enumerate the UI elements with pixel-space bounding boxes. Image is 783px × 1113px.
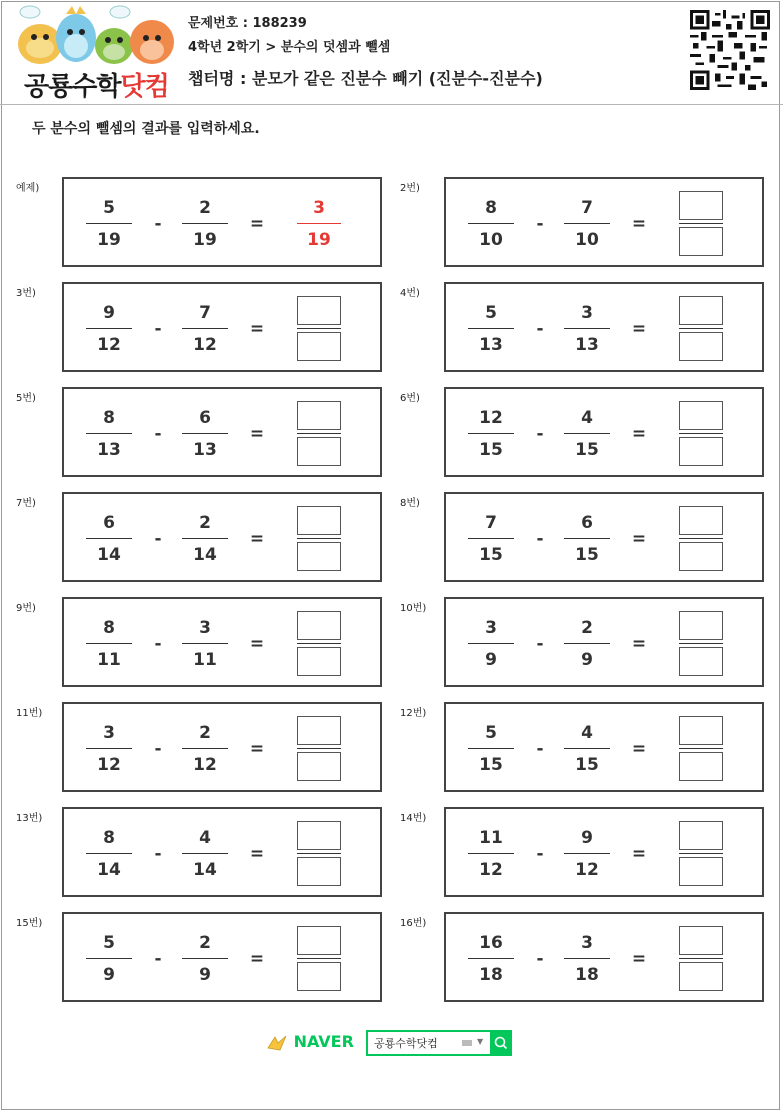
fraction-bar — [297, 223, 341, 224]
denominator: 9 — [199, 965, 211, 985]
answer-denominator-input[interactable] — [297, 437, 341, 466]
numerator: 5 — [485, 723, 497, 743]
denominator: 13 — [575, 335, 599, 355]
denominator: 14 — [193, 545, 217, 565]
numerator: 4 — [581, 723, 593, 743]
minus-sign: - — [536, 634, 544, 654]
fraction-bar — [564, 223, 610, 224]
minus-sign: - — [154, 739, 162, 759]
numerator: 4 — [581, 408, 593, 428]
answer-denominator-input[interactable] — [679, 752, 723, 781]
denominator: 19 — [193, 230, 217, 250]
fraction-bar — [86, 853, 132, 854]
answer-denominator-input[interactable] — [679, 437, 723, 466]
fraction-bar — [468, 223, 514, 224]
minus-sign: - — [154, 949, 162, 969]
denominator: 9 — [485, 650, 497, 670]
fraction-bar — [86, 643, 132, 644]
fraction-bar — [297, 643, 341, 644]
answer-denominator-input[interactable] — [679, 857, 723, 886]
numerator: 8 — [103, 618, 115, 638]
fraction-bar — [679, 538, 723, 539]
answer-denominator-input[interactable] — [679, 647, 723, 676]
fraction-bar — [679, 853, 723, 854]
numerator: 3 — [199, 618, 211, 638]
chapter-title: 챕터명 : 분모가 같은 진분수 빼기 (진분수-진분수) — [188, 69, 543, 88]
search-input[interactable]: 공룡수학닷컴 — [374, 1037, 438, 1050]
problem-box — [62, 282, 382, 372]
problem-box — [444, 807, 764, 897]
fraction-bar — [679, 643, 723, 644]
minus-sign: - — [536, 214, 544, 234]
answer-numerator-input[interactable] — [297, 821, 341, 850]
numerator: 7 — [581, 198, 593, 218]
denominator: 15 — [479, 440, 503, 460]
numerator: 11 — [479, 828, 503, 848]
fraction-bar — [679, 433, 723, 434]
equals-sign: = — [249, 214, 265, 234]
problem-number: 문제번호 : 188239 — [188, 16, 307, 31]
answer-denominator-input[interactable] — [297, 542, 341, 571]
fraction-bar — [468, 433, 514, 434]
numerator: 7 — [485, 513, 497, 533]
fraction-bar — [468, 958, 514, 959]
minus-sign: - — [536, 949, 544, 969]
logo — [10, 4, 180, 100]
denominator: 12 — [193, 755, 217, 775]
denominator: 15 — [479, 545, 503, 565]
fraction-bar — [468, 643, 514, 644]
denominator: 18 — [479, 965, 503, 985]
numerator: 4 — [199, 828, 211, 848]
search-button[interactable] — [490, 1030, 512, 1056]
problem-box — [62, 492, 382, 582]
header — [0, 0, 783, 105]
answer-numerator-input[interactable] — [679, 926, 723, 955]
problem-number-label: 13번) — [16, 813, 43, 824]
denominator: 12 — [97, 755, 121, 775]
problem-number-label: 3번) — [16, 288, 36, 299]
problem-box — [444, 492, 764, 582]
minus-sign: - — [536, 319, 544, 339]
problem-number-label: 7번) — [16, 498, 36, 509]
logo-text-main: 공룡수학 — [24, 72, 121, 102]
search-box[interactable] — [366, 1030, 512, 1056]
numerator: 3 — [581, 303, 593, 323]
numerator: 8 — [103, 408, 115, 428]
fraction-bar — [564, 328, 610, 329]
example-problem — [62, 177, 382, 267]
problem-number-label: 8번) — [400, 498, 420, 509]
numerator: 8 — [103, 828, 115, 848]
equals-sign: = — [631, 844, 647, 864]
answer-numerator-input[interactable] — [297, 716, 341, 745]
answer-denominator-input[interactable] — [679, 542, 723, 571]
denominator: 19 — [97, 230, 121, 250]
denominator: 15 — [575, 545, 599, 565]
answer-denominator-input[interactable] — [679, 332, 723, 361]
fraction-bar — [679, 748, 723, 749]
equals-sign: = — [631, 214, 647, 234]
equals-sign: = — [631, 424, 647, 444]
denominator: 12 — [575, 860, 599, 880]
grade-breadcrumb: 4학년 2학기 > 분수의 덧셈과 뺄셈 — [188, 40, 391, 55]
numerator: 2 — [199, 198, 211, 218]
fraction-bar — [86, 223, 132, 224]
equals-sign: = — [631, 634, 647, 654]
numerator: 7 — [199, 303, 211, 323]
answer-denominator-input[interactable] — [297, 647, 341, 676]
problem-number-label: 5번) — [16, 393, 36, 404]
numerator: 6 — [581, 513, 593, 533]
minus-sign: - — [536, 424, 544, 444]
answer-numerator-input[interactable] — [679, 506, 723, 535]
answer-numerator-input[interactable] — [297, 506, 341, 535]
problem-number-label: 9번) — [16, 603, 36, 614]
naver-label: NAVER — [293, 1032, 354, 1051]
denominator: 15 — [479, 755, 503, 775]
problem-number-label: 14번) — [400, 813, 427, 824]
denominator: 12 — [193, 335, 217, 355]
numerator: 2 — [199, 723, 211, 743]
answer-numerator-input[interactable] — [679, 191, 723, 220]
numerator: 3 — [485, 618, 497, 638]
problem-box — [62, 702, 382, 792]
numerator: 8 — [485, 198, 497, 218]
numerator: 5 — [485, 303, 497, 323]
fraction-bar — [468, 538, 514, 539]
denominator: 14 — [97, 860, 121, 880]
fraction-bar — [564, 958, 610, 959]
problem-box — [62, 912, 382, 1002]
fraction-bar — [182, 328, 228, 329]
equals-sign: = — [249, 424, 265, 444]
problem-box — [444, 597, 764, 687]
equals-sign: = — [631, 529, 647, 549]
naver-mark-icon — [266, 1034, 288, 1052]
denominator: 11 — [97, 650, 121, 670]
answer-numerator-input[interactable] — [297, 611, 341, 640]
denominator: 13 — [479, 335, 503, 355]
instruction-text: 두 분수의 뺄셈의 결과를 입력하세요. — [32, 121, 260, 137]
minus-sign: - — [154, 529, 162, 549]
problem-number-label: 12번) — [400, 708, 427, 719]
numerator: 9 — [103, 303, 115, 323]
minus-sign: - — [536, 844, 544, 864]
answer-denominator-input[interactable] — [297, 332, 341, 361]
problem-box — [62, 597, 382, 687]
keyboard-icon[interactable] — [462, 1040, 472, 1046]
fraction-bar — [564, 748, 610, 749]
problem-number-label: 예제) — [16, 183, 40, 194]
fraction-bar — [679, 958, 723, 959]
denominator: 14 — [193, 860, 217, 880]
denominator: 10 — [575, 230, 599, 250]
problem-box — [62, 807, 382, 897]
minus-sign: - — [536, 739, 544, 759]
equals-sign: = — [631, 739, 647, 759]
denominator: 18 — [575, 965, 599, 985]
fraction-bar — [297, 433, 341, 434]
problem-box — [62, 387, 382, 477]
fraction-bar — [468, 328, 514, 329]
problem-number-label: 16번) — [400, 918, 427, 929]
equals-sign: = — [249, 739, 265, 759]
numerator: 3 — [581, 933, 593, 953]
fraction-bar — [182, 538, 228, 539]
fraction-bar — [297, 328, 341, 329]
numerator: 3 — [103, 723, 115, 743]
answer-numerator-input[interactable] — [679, 401, 723, 430]
dinosaur-mascots-image — [10, 4, 180, 68]
denominator: 15 — [575, 440, 599, 460]
numerator: 2 — [199, 513, 211, 533]
numerator: 6 — [103, 513, 115, 533]
answer-denominator-input[interactable] — [297, 752, 341, 781]
answer-numerator-input[interactable] — [679, 296, 723, 325]
minus-sign: - — [154, 214, 162, 234]
fraction-bar — [182, 748, 228, 749]
answer-denominator-input[interactable] — [297, 857, 341, 886]
logo-text-accent: 닷컴 — [120, 72, 169, 102]
fraction-bar — [468, 748, 514, 749]
equals-sign: = — [249, 634, 265, 654]
denominator: 15 — [575, 755, 599, 775]
fraction-bar — [86, 433, 132, 434]
answer-denominator-input[interactable] — [297, 962, 341, 991]
denominator: 12 — [97, 335, 121, 355]
equals-sign: = — [249, 529, 265, 549]
denominator: 14 — [97, 545, 121, 565]
denominator: 13 — [97, 440, 121, 460]
fraction-bar — [182, 853, 228, 854]
minus-sign: - — [154, 844, 162, 864]
denominator: 12 — [479, 860, 503, 880]
denominator: 10 — [479, 230, 503, 250]
numerator: 6 — [199, 408, 211, 428]
qr-code-icon — [690, 10, 770, 90]
answer-numerator-input[interactable] — [679, 716, 723, 745]
fraction-bar — [182, 643, 228, 644]
fraction-bar — [468, 853, 514, 854]
answer-numerator: 3 — [313, 198, 325, 218]
minus-sign: - — [154, 424, 162, 444]
minus-sign: - — [154, 634, 162, 654]
numerator: 2 — [581, 618, 593, 638]
answer-denominator-input[interactable] — [679, 962, 723, 991]
fraction-bar — [564, 853, 610, 854]
fraction-bar — [86, 538, 132, 539]
minus-sign: - — [536, 529, 544, 549]
fraction-bar — [564, 643, 610, 644]
problem-number-label: 2번) — [400, 183, 420, 194]
search-icon — [490, 1030, 512, 1056]
equals-sign: = — [249, 319, 265, 339]
fraction-bar — [679, 223, 723, 224]
answer-denominator: 19 — [307, 230, 331, 250]
fraction-bar — [86, 748, 132, 749]
fraction-bar — [679, 328, 723, 329]
fraction-bar — [297, 853, 341, 854]
problem-box — [444, 282, 764, 372]
numerator: 5 — [103, 198, 115, 218]
equals-sign: = — [631, 319, 647, 339]
naver-logo — [266, 1032, 362, 1054]
fraction-bar — [182, 958, 228, 959]
minus-sign: - — [154, 319, 162, 339]
answer-numerator-input[interactable] — [297, 296, 341, 325]
denominator: 13 — [193, 440, 217, 460]
problem-box — [444, 177, 764, 267]
denominator: 11 — [193, 650, 217, 670]
answer-numerator-input[interactable] — [297, 401, 341, 430]
fraction-bar — [86, 958, 132, 959]
denominator: 9 — [103, 965, 115, 985]
answer-numerator-input[interactable] — [679, 821, 723, 850]
denominator: 9 — [581, 650, 593, 670]
fraction-bar — [564, 538, 610, 539]
numerator: 12 — [479, 408, 503, 428]
problem-number-label: 15번) — [16, 918, 43, 929]
numerator: 5 — [103, 933, 115, 953]
fraction-bar — [297, 538, 341, 539]
answer-numerator-input[interactable] — [297, 926, 341, 955]
fraction-bar — [297, 958, 341, 959]
problem-box — [444, 387, 764, 477]
problem-number-label: 11번) — [16, 708, 43, 719]
problem-number-label: 10번) — [400, 603, 427, 614]
numerator: 16 — [479, 933, 503, 953]
equals-sign: = — [631, 949, 647, 969]
fraction-bar — [297, 748, 341, 749]
logo-text — [24, 66, 169, 103]
chevron-down-icon[interactable]: ▼ — [477, 1037, 484, 1046]
problem-box — [444, 702, 764, 792]
fraction-bar — [182, 433, 228, 434]
answer-denominator-input[interactable] — [679, 227, 723, 256]
equals-sign: = — [249, 844, 265, 864]
fraction-bar — [182, 223, 228, 224]
problem-box — [444, 912, 764, 1002]
fraction-bar — [86, 328, 132, 329]
equals-sign: = — [249, 949, 265, 969]
answer-numerator-input[interactable] — [679, 611, 723, 640]
problem-number-label: 6번) — [400, 393, 420, 404]
problem-number-label: 4번) — [400, 288, 420, 299]
numerator: 9 — [581, 828, 593, 848]
fraction-bar — [564, 433, 610, 434]
numerator: 2 — [199, 933, 211, 953]
